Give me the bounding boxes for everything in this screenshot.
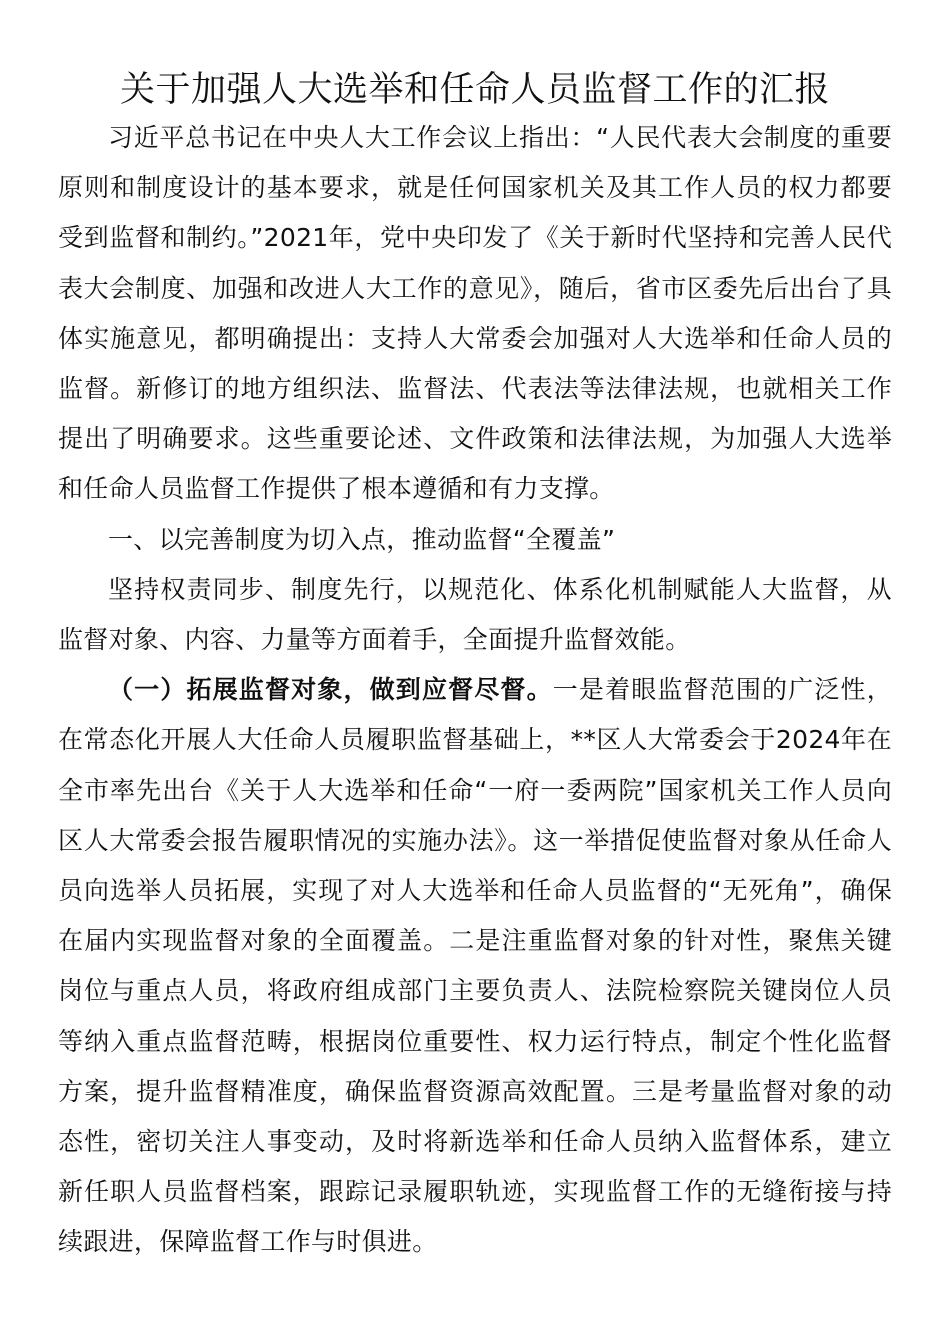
paragraph-subsection-1 — [58, 665, 892, 1267]
subsection-1-lead: （一）拓展监督对象，做到应督尽督。 — [108, 675, 553, 705]
paragraph-intro-text: 习近平总书记在中央人大工作会议上指出：“人民代表大会制度的重要原则和制度设计的基本要求，就是任何国家机关及其工作人员的权力都要受到监督和制约。”2021年，党中央印发了《关于新时代坚持和完善人民代表大会制度、加强和改进人大工作的意见》，随后，省市区委先后出台了具体实施意见，都明确提出：支持人大常委会加强对人大选举和任命人员的监督。新修订的地方组织法、监督法、代表法等法律法规，也就相关工作提出了明确要求。这些重要论述、文件政策和法律法规，为加强人大选举和任命人员监督工作提供了根本遵循和有力支撑。 — [58, 123, 892, 504]
section-heading-1 — [58, 515, 892, 565]
paragraph-section-summary-text: 坚持权责同步、制度先行，以规范化、体系化机制赋能人大监督，从监督对象、内容、力量等方面着手，全面提升监督效能。 — [58, 574, 892, 655]
section-heading-1-text: 一、以完善制度为切入点，推动监督“全覆盖” — [108, 524, 616, 554]
subsection-1-text: 一是着眼监督范围的广泛性，在常态化开展人大任命人员履职监督基础上，**区人大常委会于2024年在全市率先出台《关于人大选举和任命“一府一委两院”国家机关工作人员向区人大常委会报告履职情况的实施办法》。这一举措促使监督对象从任命人员向选举人员拓展，实现了对人大选举和任命人员监督的“无死角”，确保在届内实现监督对象的全面覆盖。二是注重监督对象的针对性，聚焦关键岗位与重点人员，将政府组成部门主要负责人、法院检察院关键岗位人员等纳入重点监督范畴，根据岗位重要性、权力运行特点，制定个性化监督方案，提升监督精准度，确保监督资源高效配置。三是考量监督对象的动态性，密切关注人事变动，及时将新选举和任命人员纳入监督体系，建立新任职人员监督档案，跟踪记录履职轨迹，实现监督工作的无缝衔接与持续跟进，保障监督工作与时俱进。 — [58, 675, 892, 1257]
paragraph-section-summary — [58, 565, 892, 665]
document-body — [58, 113, 892, 1268]
paragraph-intro — [58, 113, 892, 515]
document-title: 关于加强人大选举和任命人员监督工作的汇报 — [119, 70, 830, 110]
